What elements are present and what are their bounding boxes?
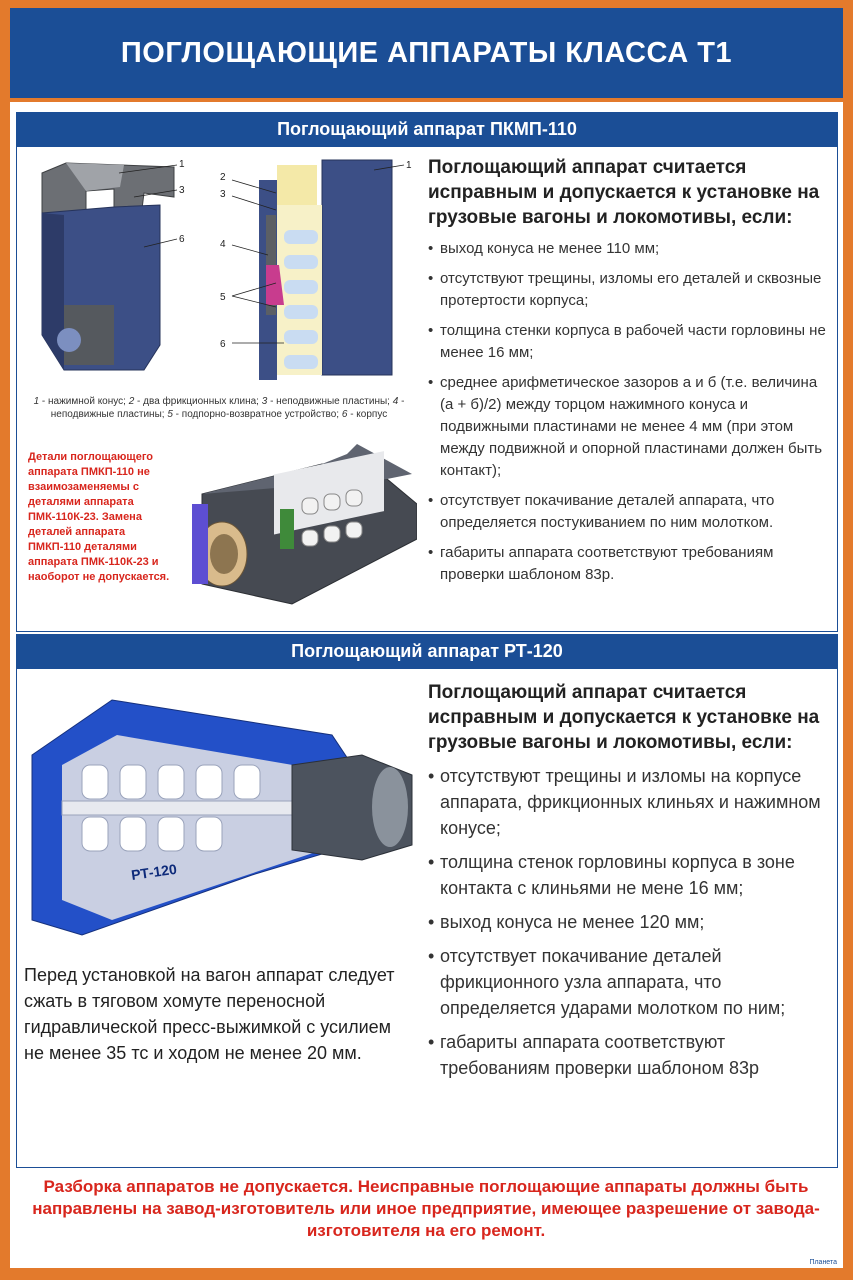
list-item: • толщина стенок горловины корпуса в зоне контакта с клиньями не мене 16 мм; bbox=[428, 849, 828, 901]
pkmp-device-drawing bbox=[24, 155, 199, 380]
publisher-logo: Планета bbox=[809, 1259, 837, 1266]
part-label: 5 bbox=[220, 292, 226, 303]
list-item: • выход конуса не менее 120 мм; bbox=[428, 909, 828, 935]
part-label: 3 bbox=[179, 185, 185, 196]
page-title: ПОГЛОЩАЮЩИЕ АППАРАТЫ КЛАССА Т1 bbox=[120, 36, 733, 69]
part-label: 1 bbox=[179, 159, 185, 170]
part-label: 4 bbox=[220, 239, 226, 250]
list-item: • отсутствуют трещины, изломы его деталей и сквозные протертости корпуса; bbox=[428, 268, 828, 312]
section2-title: Поглощающий аппарат РТ-120 bbox=[291, 640, 563, 661]
part-label: 6 bbox=[220, 339, 226, 350]
section2-conditions bbox=[428, 680, 828, 1081]
device-label: РТ-120 bbox=[130, 860, 178, 883]
list-item: • отсутствует покачивание деталей аппарата, что определяется постукиванием по ним молотком. bbox=[428, 490, 828, 534]
list-item: • габариты аппарата соответствуют требованиям проверки шаблоном 83р. bbox=[428, 542, 828, 586]
list-item: • толщина стенки корпуса в рабочей части горловины не менее 16 мм; bbox=[428, 320, 828, 364]
part-label: 2 bbox=[220, 172, 226, 183]
section1-header bbox=[16, 112, 838, 146]
list-item: • отсутствуют трещины и изломы на корпусе аппарата, фрикционных клиньях и нажимном конусе; bbox=[428, 763, 828, 841]
pkmp-cutaway-illustration bbox=[182, 434, 417, 614]
compression-note: Перед установкой на вагон аппарат следует сжать в тяговом хомуте переносной гидравлической пресс-выжимкой с усилием не менее 35 тс и ходом не менее 20 мм. bbox=[24, 965, 395, 1063]
part-label: 6 bbox=[179, 234, 185, 245]
section1-conditions bbox=[428, 155, 828, 586]
footer-warning: Разборка аппаратов не допускается. Неисправные поглощающие аппараты должны быть направлены на завод-изготовитель или иное предприятие, имеющее разрешение от завода-изготовителя на его ремонт. bbox=[32, 1177, 820, 1240]
section2-conditions-heading: Поглощающий аппарат считается исправным и допускается к установке на грузовые вагоны и локомотивы, если: bbox=[428, 682, 820, 753]
interchange-warning: Детали поглощающего аппарата ПМКП-110 не взаимозаменяемы с деталями аппарата ПМК-110К-23. Замена деталей аппарата ПМКП-110 деталями аппарата ПМК-110К-23 и наоборот не допускается. bbox=[28, 451, 170, 583]
rt120-device-illustration bbox=[22, 695, 417, 940]
section1-conditions-heading: Поглощающий аппарат считается исправным и допускается к установке на грузовые вагоны и локомотивы, если: bbox=[428, 157, 820, 228]
pkmp-section-drawing bbox=[214, 155, 414, 385]
section2-conditions-list bbox=[428, 763, 828, 1081]
section1-title: Поглощающий аппарат ПКМП-110 bbox=[277, 118, 577, 139]
section1-conditions-list bbox=[428, 238, 828, 586]
part-label: 1 bbox=[406, 160, 412, 171]
list-item: • выход конуса не менее 110 мм; bbox=[428, 238, 828, 260]
parts-caption: 1 - нажимной конус; 2 - два фрикционных клина; 3 - неподвижные пластины; 4 - неподвижные пластины; 5 - подпорно-возвратное устройство; 6 - корпус bbox=[33, 396, 405, 420]
list-item: • отсутствует покачивание деталей фрикционного узла аппарата, что определяется ударами молотком по ним; bbox=[428, 943, 828, 1021]
title-bar bbox=[10, 8, 843, 102]
list-item: • среднее арифметическое зазоров а и б (т.е. величина (а + б)/2) между торцом нажимного конуса и подвижными пластинами не менее 4 мм (при этом между подвижной и опорной пластинами должен быть контакт); bbox=[428, 372, 828, 482]
list-item: • габариты аппарата соответствуют требованиям проверки шаблоном 83р bbox=[428, 1029, 828, 1081]
section2-header bbox=[16, 634, 838, 668]
part-label: 3 bbox=[220, 189, 226, 200]
